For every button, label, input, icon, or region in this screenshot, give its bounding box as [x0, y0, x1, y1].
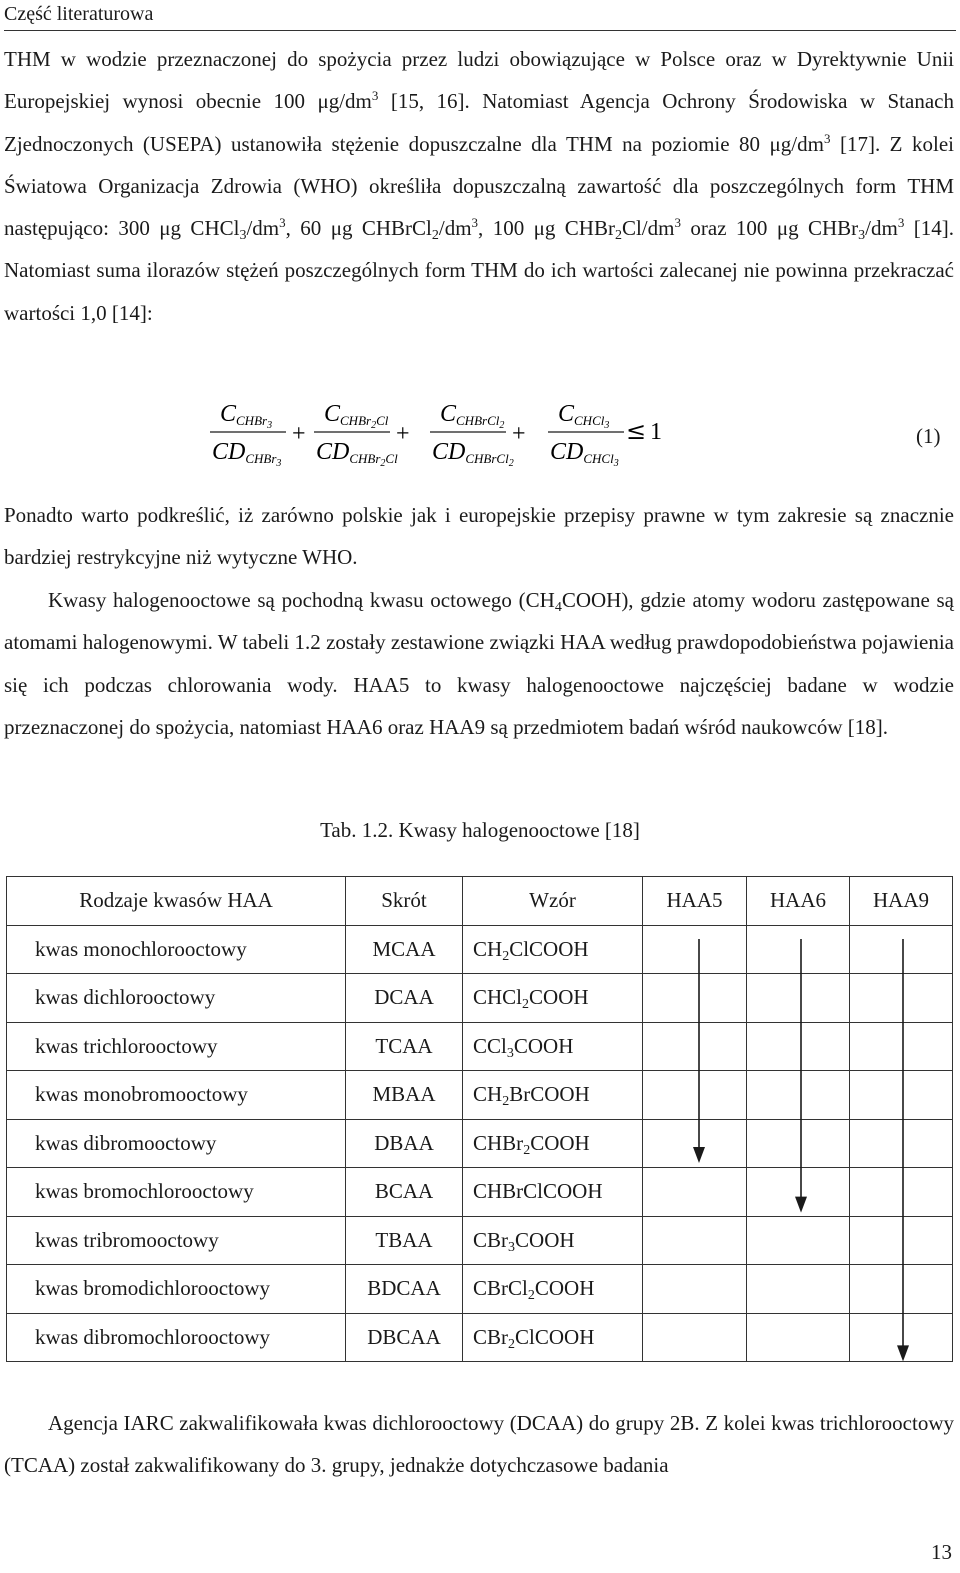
row-haa5-cell — [643, 1216, 747, 1265]
formula-relation: ≤ — [626, 417, 647, 445]
page-number: 13 — [931, 1540, 952, 1564]
row-name: kwas dichlorooctowy — [7, 974, 346, 1023]
row-haa9-cell — [850, 1265, 953, 1314]
table-row — [7, 1168, 953, 1217]
row-haa5-cell — [643, 925, 747, 974]
formula-denominator-2: CDCHBr2Cl — [316, 439, 398, 469]
row-haa6-cell — [747, 974, 850, 1023]
formula-numerator-2: CCHBr2Cl — [324, 401, 389, 431]
row-haa6-cell — [747, 1168, 850, 1217]
row-abbr: BDCAA — [346, 1265, 463, 1314]
row-formula: CBr$_2$ClCOOH — [463, 1313, 643, 1362]
row-haa6-cell — [747, 1071, 850, 1120]
row-haa9-cell — [850, 1022, 953, 1071]
table-row — [7, 1313, 953, 1362]
row-name: kwas monochlorooctowy — [7, 925, 346, 974]
row-haa9-cell — [850, 1071, 953, 1120]
row-haa5-cell — [643, 974, 747, 1023]
table-row — [7, 974, 953, 1023]
row-formula: $CH_2ClCOOH$ — [463, 925, 643, 974]
formula-numerator-3: CCHBrCl2 — [440, 401, 505, 431]
row-haa9-cell — [850, 1168, 953, 1217]
row-name: kwas bromochlorooctowy — [7, 1168, 346, 1217]
haa-table — [6, 876, 953, 1362]
row-formula: CBr$_3$COOH — [463, 1216, 643, 1265]
formula-numerator-4: CCHCl3 — [558, 401, 610, 431]
paragraph-regulations: Ponadto warto podkreślić, iż zarówno polskie jak i europejskie przepisy prawne w tym zakresie są znacznie bardziej restrykcyjne niż wytyczne WHO. — [4, 503, 954, 570]
header-formula: Wzór — [463, 877, 643, 926]
row-name: kwas monobromooctowy — [7, 1071, 346, 1120]
table-header-row — [7, 877, 953, 926]
row-haa5-cell — [643, 1119, 747, 1168]
row-name: kwas tribromooctowy — [7, 1216, 346, 1265]
row-haa9-cell — [850, 925, 953, 974]
table-row — [7, 1119, 953, 1168]
row-abbr: DBCAA — [346, 1313, 463, 1362]
formula-denominator-3: CDCHBrCl2 — [432, 439, 514, 469]
formula-plus-2: + — [396, 421, 410, 447]
formula-denominator-1: CDCHBr3 — [212, 439, 282, 469]
row-haa5-cell — [643, 1022, 747, 1071]
row-formula: CHBr$_2$COOH — [463, 1119, 643, 1168]
row-haa6-cell — [747, 1313, 850, 1362]
row-haa9-cell — [850, 1216, 953, 1265]
header-abbr: Skrót — [346, 877, 463, 926]
row-name: kwas dibromochlorooctowy — [7, 1313, 346, 1362]
paragraph-haa-intro: Kwasy halogenooctowe są pochodną kwasu octowego $(CH_4COOH)$, gdzie atomy wodoru zastępowane są atomami halogenowymi. W tabeli 1.2 zostały zestawione związki HAA według prawdopodobieństwa pojawienia się ich podczas chlorowania wody. HAA5 to kwasy halogenooctowe najczęściej badane w wodzie przeznaczonej do spożycia, natomiast HAA6 oraz HAA9 są przedmiotem badań wśród naukowców [18]. — [4, 588, 955, 739]
row-haa6-cell — [747, 1265, 850, 1314]
formula-graphic — [210, 395, 670, 480]
row-haa5-cell — [643, 1313, 747, 1362]
row-formula: CCl$_3$COOH — [463, 1022, 643, 1071]
header-type: Rodzaje kwasów HAA — [7, 877, 346, 926]
row-haa6-cell — [747, 925, 850, 974]
paragraph-iarc: Agencja IARC zakwalifikowała kwas dichlorooctowy (DCAA) do grupy 2B. Z kolei kwas trichlorooctowy (TCAA) został zakwalifikowany do 3. grupy, jednakże dotychczasowe badania — [4, 1411, 954, 1478]
row-haa9-cell — [850, 974, 953, 1023]
row-haa5-cell — [643, 1168, 747, 1217]
table-row — [7, 1265, 953, 1314]
formula-plus-1: + — [292, 421, 306, 447]
row-abbr: TBAA — [346, 1216, 463, 1265]
row-haa9-cell — [850, 1313, 953, 1362]
table-row — [7, 925, 953, 974]
table-caption: Tab. 1.2. Kwasy halogenooctowe [18] — [320, 818, 640, 842]
row-name: kwas dibromooctowy — [7, 1119, 346, 1168]
header-haa6: HAA6 — [747, 877, 850, 926]
formula-denominator-4: CDCHCl3 — [550, 439, 619, 469]
row-haa6-cell — [747, 1022, 850, 1071]
formula-numerator-1: CCHBr3 — [220, 401, 273, 431]
row-formula: CBrCl$_2$COOH — [463, 1265, 643, 1314]
table-row — [7, 1022, 953, 1071]
equation-number: (1) — [916, 424, 941, 448]
row-formula: $CH_2BrCOOH$ — [463, 1071, 643, 1120]
row-abbr: BCAA — [346, 1168, 463, 1217]
row-abbr: MCAA — [346, 925, 463, 974]
row-abbr: DBAA — [346, 1119, 463, 1168]
table-row — [7, 1216, 953, 1265]
row-formula: CHBrClCOOH — [463, 1168, 643, 1217]
row-haa6-cell — [747, 1119, 850, 1168]
header-haa9: HAA9 — [850, 877, 953, 926]
formula-plus-3: + — [512, 421, 526, 447]
row-name: kwas bromodichlorooctowy — [7, 1265, 346, 1314]
row-haa5-cell — [643, 1265, 747, 1314]
section-header: Część literaturowa — [4, 0, 956, 31]
row-formula: CHCl$_2$COOH — [463, 974, 643, 1023]
table-row — [7, 1071, 953, 1120]
thm-sum-formula — [210, 395, 670, 480]
row-name: kwas trichlorooctowy — [7, 1022, 346, 1071]
row-haa6-cell — [747, 1216, 850, 1265]
row-abbr: DCAA — [346, 974, 463, 1023]
row-abbr: TCAA — [346, 1022, 463, 1071]
row-haa5-cell — [643, 1071, 747, 1120]
row-abbr: MBAA — [346, 1071, 463, 1120]
header-haa5: HAA5 — [643, 877, 747, 926]
formula-rhs: 1 — [650, 419, 662, 445]
paragraph-thm-limits: THM w wodzie przeznaczonej do spożycia przez ludzi obowiązujące w Polsce oraz w Dyrektywnie Unii Europejskiej wynosi obecnie 100 $\mu g/dm^3$ [15, 16]. Natomiast Agencja Ochrony Środowiska w Stanach Zjednoczonych (USEPA) ustanowiła stężenie dopuszczalne dla THM na poziomie 80 $\mu g/dm^3$ [17]. Z kolei Światowa Organizacja Zdrowia (WHO) określiła dopuszczalną zawartość dla poszczególnych form THM następująco: 300 μg $CHCl_3/dm^3$, 60 μg $CHBrCl_2/dm^3$, 100 μg $CHBr_2Cl/dm^3$ oraz 100 μg $CHBr_3/dm^3$ [14]. Natomiast suma ilorazów stężeń poszczególnych form THM do ich wartości zalecanej nie powinna przekraczać wartości 1,0 [14]: — [4, 47, 954, 325]
row-haa9-cell — [850, 1119, 953, 1168]
